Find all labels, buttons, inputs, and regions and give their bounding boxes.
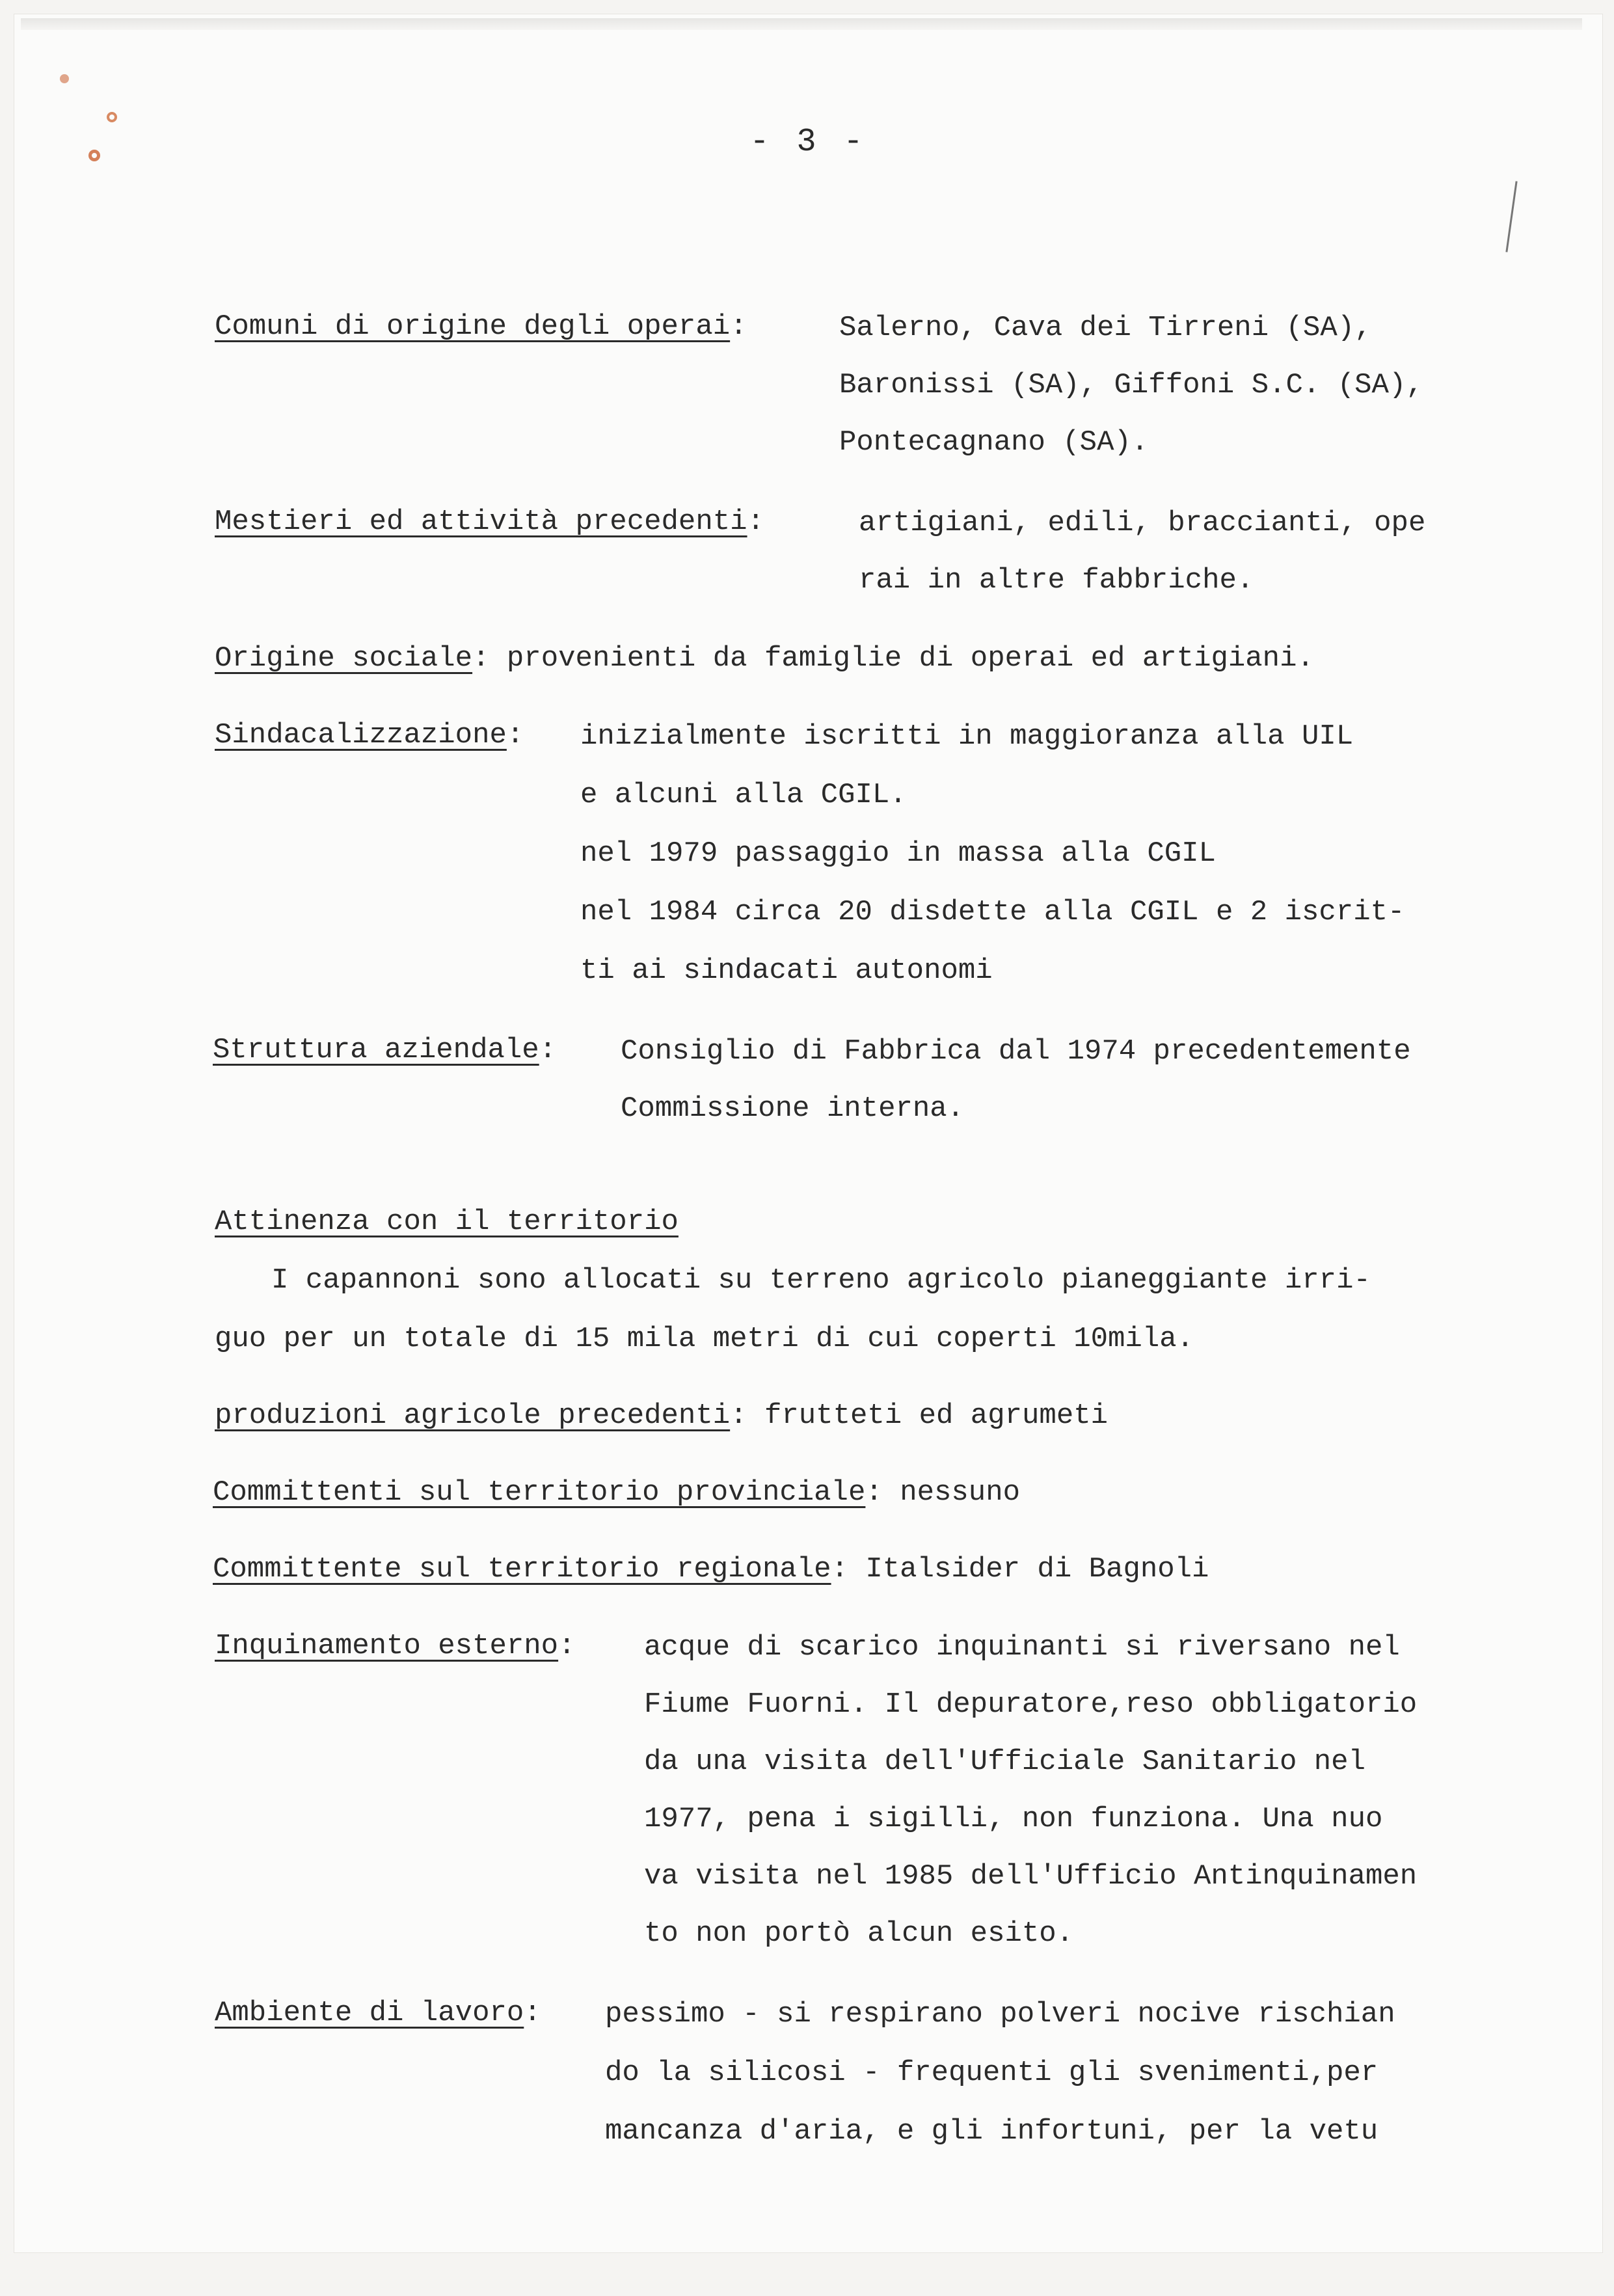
field-value-line: 1977, pena i sigilli, non funziona. Una nuo (644, 1803, 1383, 1835)
field-value-line: nessuno (900, 1476, 1021, 1509)
field-value-line: Italsider di Bagnoli (865, 1553, 1209, 1586)
scan-top-edge (21, 18, 1582, 30)
field-value-line: artigiani, edili, braccianti, ope (859, 507, 1426, 539)
document-page (14, 14, 1602, 2252)
field-value-line: to non portò alcun esito. (644, 1917, 1074, 1950)
field-value-line: inizialmente iscritti in maggioranza alla UIL (580, 720, 1354, 753)
field-value-line: provenienti da famiglie di operai ed artigiani. (506, 642, 1314, 675)
section-heading-attinenza: Attinenza con il territorio (215, 1206, 679, 1238)
field-value-line: ti ai sindacati autonomi (580, 954, 993, 987)
field-label-sindacalizzazione: Sindacalizzazione: (215, 719, 524, 751)
field-value-line: mancanza d'aria, e gli infortuni, per la vetu (605, 2115, 1379, 2148)
field-label-ambiente: Ambiente di lavoro: (215, 1997, 541, 2029)
field-value-line: e alcuni alla CGIL. (580, 779, 907, 811)
field-label-inquinamento: Inquinamento esterno: (215, 1630, 576, 1662)
scan-spot (60, 74, 69, 83)
field-value-line: nel 1984 circa 20 disdette alla CGIL e 2 iscrit- (580, 896, 1405, 928)
field-value-line: da una visita dell'Ufficiale Sanitario nel (644, 1746, 1365, 1778)
paragraph-line: I capannoni sono allocati su terreno agricolo pianeggiante irri- (271, 1264, 1371, 1297)
field-value-line: Consiglio di Fabbrica dal 1974 precedentemente (621, 1035, 1411, 1068)
field-value-line: rai in altre fabbriche. (859, 564, 1254, 597)
field-label-origine: Origine sociale: provenienti da famiglie di operai ed artigiani. (215, 642, 1314, 675)
field-label-committente-regionale: Committente sul territorio regionale: Italsider di Bagnoli (213, 1553, 1209, 1586)
scan-spot (107, 112, 117, 122)
field-value-line: pessimo - si respirano polveri nocive rischian (605, 1998, 1395, 2031)
field-value-line: Pontecagnano (SA). (839, 426, 1149, 459)
field-value-line: Baronissi (SA), Giffoni S.C. (SA), (839, 369, 1423, 401)
paragraph-line: guo per un totale di 15 mila metri di cui coperti 10mila. (215, 1323, 1194, 1355)
field-value-line: frutteti ed agrumeti (764, 1399, 1109, 1432)
field-value-line: acque di scarico inquinanti si riversano nel (644, 1631, 1400, 1664)
field-label-mestieri: Mestieri ed attività precedenti: (215, 506, 764, 538)
field-value-line: va visita nel 1985 dell'Ufficio Antinquinamen (644, 1860, 1418, 1893)
field-label-produzioni: produzioni agricole precedenti: frutteti ed agrumeti (215, 1399, 1109, 1432)
field-label-committenti-provinciale: Committenti sul territorio provinciale: nessuno (213, 1476, 1021, 1509)
field-value-line: Salerno, Cava dei Tirreni (SA), (839, 312, 1372, 344)
page-number: - 3 - (749, 124, 867, 161)
field-value-line: do la silicosi - frequenti gli svenimenti,per (605, 2057, 1379, 2089)
field-value-line: Fiume Fuorni. Il depuratore,reso obbligatorio (644, 1688, 1418, 1721)
field-label-struttura: Struttura aziendale: (213, 1034, 557, 1066)
field-label-comuni: Comuni di origine degli operai: (215, 310, 747, 343)
field-value-line: nel 1979 passaggio in massa alla CGIL (580, 837, 1216, 870)
pen-mark (1505, 181, 1517, 252)
field-value-line: Commissione interna. (621, 1092, 965, 1125)
